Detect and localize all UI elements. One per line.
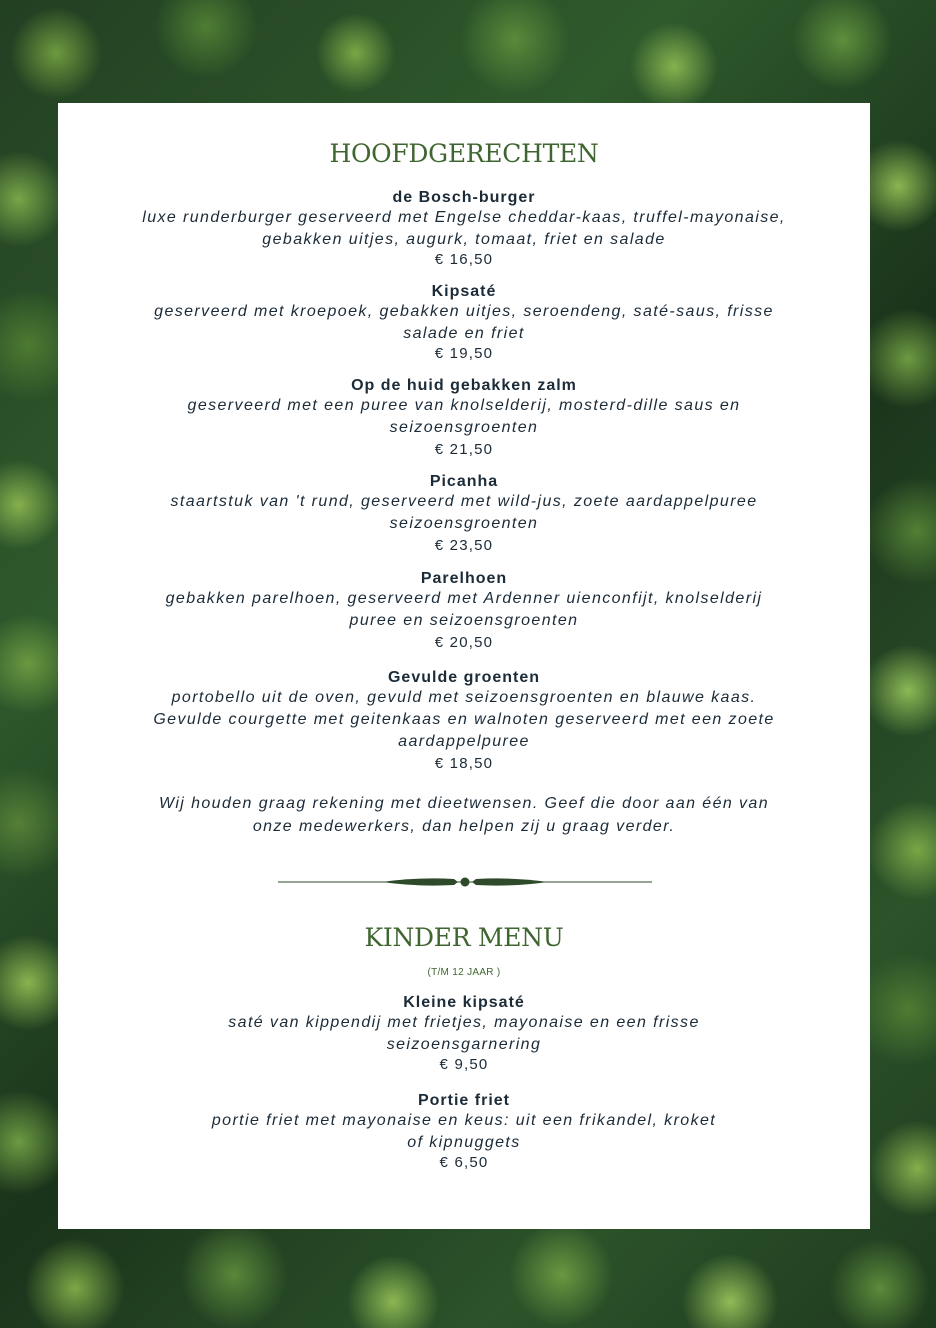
item-price: € 6,50 xyxy=(439,1154,489,1171)
dietary-note-line: onze medewerkers, dan helpen zij u graag verder. xyxy=(252,818,676,835)
item-description xyxy=(124,491,804,535)
kids-dishes-list xyxy=(58,994,870,1172)
item-description-line: portobello uit de oven, gevuld met seizoensgroenten en blauwe kaas. xyxy=(171,689,757,706)
item-price: € 9,50 xyxy=(439,1056,489,1073)
menu-item xyxy=(124,473,804,570)
item-name: Parelhoen xyxy=(420,570,508,587)
item-description xyxy=(124,588,804,632)
menu-item xyxy=(124,1092,804,1172)
item-description-line: Gevulde courgette met geitenkaas en walnoten geserveerd met een zoete xyxy=(153,711,775,728)
item-description xyxy=(124,1110,804,1154)
item-price: € 23,50 xyxy=(434,537,494,554)
item-price: € 19,50 xyxy=(434,345,494,362)
item-description-line: puree en seizoensgroenten xyxy=(349,612,579,629)
dietary-note xyxy=(139,792,789,838)
section-title-kinder-menu: KINDER MENU xyxy=(364,923,564,952)
item-description-line: portie friet met mayonaise en keus: uit een frikandel, kroket xyxy=(211,1112,717,1129)
item-name: Op de huid gebakken zalm xyxy=(351,377,577,394)
age-subtitle: (T/M 12 JAAR ) xyxy=(427,967,501,978)
divider-center-dot xyxy=(461,878,470,887)
item-price: € 18,50 xyxy=(434,755,494,772)
item-name: Kipsaté xyxy=(431,283,497,300)
item-name: Portie friet xyxy=(417,1092,510,1109)
dietary-note-line: Wij houden graag rekening met dieetwensen. Geef die door aan één van xyxy=(158,795,770,812)
item-name: Picanha xyxy=(429,473,499,490)
divider-left-flourish xyxy=(382,878,458,885)
item-description-line: aardappelpuree xyxy=(398,733,530,750)
item-description xyxy=(124,301,804,345)
menu-item xyxy=(124,189,804,283)
menu-item xyxy=(124,377,804,473)
section-title-hoofdgerechten: HOOFDGERECHTEN xyxy=(329,139,599,168)
menu-item xyxy=(124,669,804,779)
item-name: de Bosch-burger xyxy=(392,189,536,206)
item-name: Kleine kipsaté xyxy=(403,994,525,1011)
item-description-line: seizoensgarnering xyxy=(386,1036,542,1053)
item-description-line: gebakken uitjes, augurk, tomaat, friet en salade xyxy=(262,231,666,248)
ornament-divider xyxy=(278,875,652,889)
divider-right-flourish xyxy=(472,878,548,885)
item-description-line: luxe runderburger geserveerd met Engelse cheddar-kaas, truffel-mayonaise, xyxy=(142,209,786,226)
item-price: € 16,50 xyxy=(434,251,494,268)
item-description-line: staartstuk van 't rund, geserveerd met wild-jus, zoete aardappelpuree xyxy=(170,493,758,510)
item-description xyxy=(124,395,804,439)
menu-item xyxy=(124,570,804,669)
main-dishes-list xyxy=(58,189,870,779)
item-price: € 20,50 xyxy=(434,634,494,651)
item-name: Gevulde groenten xyxy=(387,669,541,686)
menu-item xyxy=(124,994,804,1092)
item-description-line: seizoensgroenten xyxy=(389,419,539,436)
item-description-line: of kipnuggets xyxy=(407,1134,521,1151)
item-description-line: seizoensgroenten xyxy=(389,515,539,532)
item-description-line: geserveerd met een puree van knolselderij, mosterd-dille saus en xyxy=(187,397,741,414)
item-description xyxy=(124,207,804,251)
item-description-line: saté van kippendij met frietjes, mayonaise en een frisse xyxy=(228,1014,700,1031)
menu-item xyxy=(124,283,804,377)
item-description-line: geserveerd met kroepoek, gebakken uitjes, seroendeng, saté-saus, frisse xyxy=(154,303,774,320)
item-description-line: gebakken parelhoen, geserveerd met Ardenner uienconfijt, knolselderij xyxy=(165,590,763,607)
item-price: € 21,50 xyxy=(434,441,494,458)
item-description xyxy=(124,1012,804,1056)
item-description-line: salade en friet xyxy=(403,325,525,342)
item-description xyxy=(124,687,804,753)
menu-card xyxy=(58,103,870,1229)
